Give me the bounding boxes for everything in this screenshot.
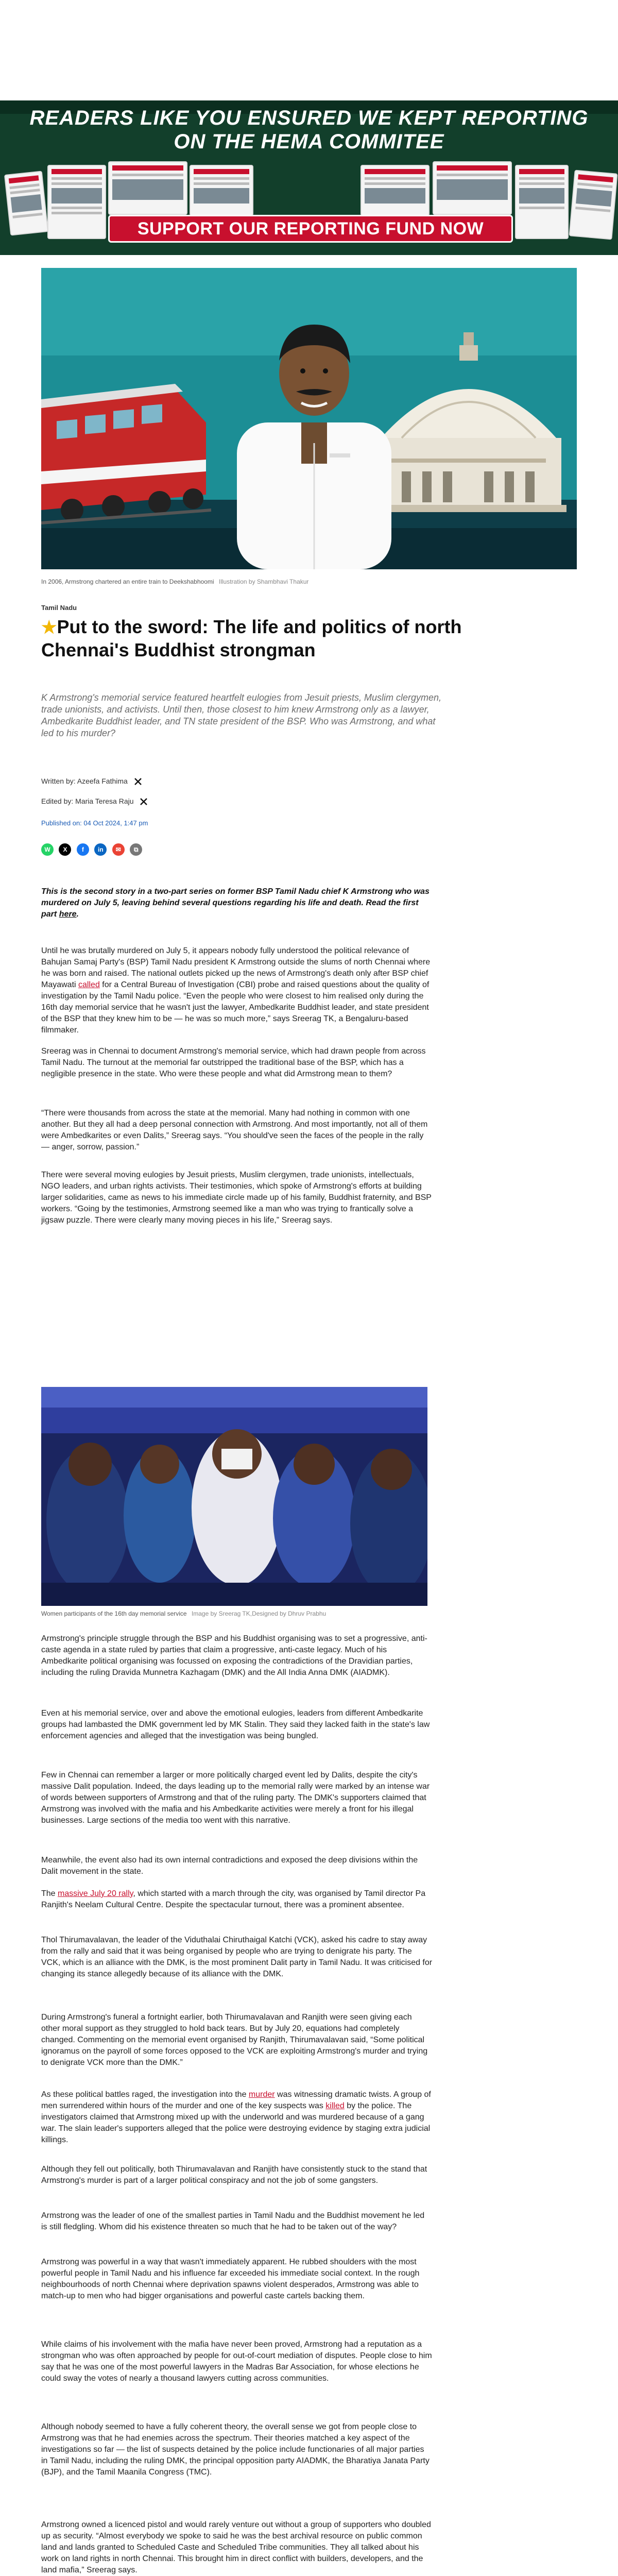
memorial-photo [41,1387,427,1606]
article-paragraph: Armstrong was powerful in a way that wasn't immediately apparent. He rubbed shoulders with the most powerful people in Tamil Nadu and his influence far exceeded his immediate social context. In the rough neighbourhoods of north Chennai where deprivation spawns violent desperados, Armstrong was able to match-up to men who had bigger organisations and powerful caste cartels backing them. [41,2258,420,2300]
banner-article-card [360,165,430,216]
series-intro-text: This is the second story in a two-part series on former BSP Tamil Nadu chief K Armstrong who was murdered on July 5, leaving behind several questions regarding his life and death. Read the first part [41,887,430,919]
article-paragraph: Armstrong was the leader of one of the smallest parties in Tamil Nadu and the Buddhist movement he led is still fledgling. Whom did his existence threaten so much that he had to be taken out of the way? [41,2211,425,2231]
support-fund-button[interactable]: SUPPORT OUR REPORTING FUND NOW [108,215,513,243]
murder-link[interactable]: murder [248,2090,275,2099]
article-title-text: Put to the sword: The life and politics of north Chennai's Buddhist strongman [41,616,462,660]
editor-byline [41,797,148,806]
article-paragraph: Although they fell out politically, both Thirumavalavan and Ranjith have consistently stuck to the stand that Armstrong's murder is part of a larger political conspiracy and not the job of some gangsters. [41,2165,427,2185]
train-illustration [41,384,211,523]
series-intro [41,886,433,920]
share-bar [41,843,145,856]
article-paragraph: While claims of his involvement with the mafia have never been proved, Armstrong had a reputation as a strongman who was often approached by people for out-of-court mediation of disputes. People close to him say that he was one of the most powerful lawyers in the Madras Bar Association, for whose elections he could sway the votes of nearly a thousand lawyers cutting across communities. [41,2340,432,2383]
article-paragraph: Few in Chennai can remember a larger or more politically charged event led by Dalits, despite the city's massive Dalit population. Indeed, the days leading up to the memorial rally were marked by an intense war of words between supporters of Armstrong and that of the ruling party. The DMK's supporters claimed that Armstrong was involved with the mafia and his Ambedkarite activities were merely a front for his illegal businesses. Large sections of the media too went with this narrative. [41,1771,430,1825]
banner-article-card [47,165,106,239]
banner-headline-line2: ON THE HEMA COMMITEE [174,130,444,153]
article-paragraph: Although nobody seemed to have a fully coherent theory, the overall sense we got from people close to Armstrong was that he had enemies across the spectrum. Their theories matched a key aspect of the investigations so far — the list of suspects detained by the police include functionaries of all major parties in Tamil Nadu, including the ruling DMK, the principal opposition party AIADMK, the Bharatiya Janata Party (BJP), and the Tamil Maanila Congress (TMC). [41,2422,430,2477]
article-title [41,616,484,661]
cbi-probe-link[interactable]: called [78,980,100,989]
article-paragraph [41,945,433,1036]
banner-article-card [433,161,512,215]
x-social-icon[interactable] [134,777,142,786]
section-kicker[interactable]: Tamil Nadu [41,604,77,612]
july-20-rally-link[interactable]: massive July 20 rally [58,1889,133,1898]
paragraph-text: As these political battles raged, the investigation into the [41,2090,249,2099]
article-paragraph: During Armstrong's funeral a fortnight earlier, both Thirumavalavan and Ranjith were seen giving each other moral support as they struggled to hold back tears. But by July 20, equations had completely changed. Commenting on the memorial event organised by Ranjith, Thirumavalavan said, “Some political ignoramus on the payroll of some forces opposed to the VCK are exploiting Armstrong's murder and trying to denigrate VCK more than the DMK.” [41,2013,428,2067]
published-date: Published on: 04 Oct 2024, 1:47 pm [41,819,148,827]
article-paragraph: Thol Thirumavalavan, the leader of the Viduthalai Chiruthaigal Katchi (VCK), asked his cadre to stay away from the rally and said that it was being organised by people who are trying to denigrate his party. The VCK, which is an alliance with the DMK, is the most prominent Dalit party in Tamil Nadu. It was criticised for changing its stance allegedly because of its alliance with the DMK. [41,1936,433,1978]
banner-article-card [515,165,569,239]
hero-illustration-svg [41,268,577,569]
support-fund-banner[interactable] [0,100,618,255]
article-paragraph: Even at his memorial service, over and above the emotional eulogies, leaders from different Ambedkarite groups had lambasted the DMK government led by MK Stalin. They said they lacked faith in the state's law enforcement agencies and alleged that the investigation was being bungled. [41,1709,430,1740]
article-paragraph [41,2089,433,2146]
memorial-photo-svg [41,1387,427,1606]
hero-caption-text: In 2006, Armstrong chartered an entire train to Deekshabhoomi [41,578,214,585]
photo2-caption-text: Women participants of the 16th day memorial service [41,1610,187,1617]
article-paragraph: “There were thousands from across the state at the memorial. Many had nothing in common with one another. But they all had a deep personal connection with Armstrong. And most importantly, not all of them were Ambedkarites or even Dalits,” Sreerag says. “You should've seen the faces of the people in the rally — anger, sorrow, passion.” [41,1109,428,1151]
hero-caption-credit: Illustration by Shambhavi Thakur [218,578,309,585]
linkedin-share-icon[interactable]: in [94,843,107,856]
hero-caption [41,578,308,585]
first-part-link[interactable]: here [59,910,77,919]
author-byline [41,777,142,786]
premium-star-icon: ★ [41,618,57,637]
author-name[interactable]: Written by: Azeefa Fathima [41,777,128,785]
facebook-share-icon[interactable]: f [77,843,89,856]
article-paragraph: Meanwhile, the event also had its own internal contradictions and exposed the deep divisions within the Dalit movement in the state. [41,1856,418,1876]
banner-article-card [108,161,187,215]
article-paragraph: Armstrong owned a licenced pistol and would rarely venture out without a group of supporters who doubled up as security. “Almost everybody we spoke to said he was the best archival resource on public common land and lands granted to Scheduled Caste and Scheduled Tribe communities. They all talked about his work on land rights in north Chennai. This brought him in direct conflict with builders, developers, and the land mafia,” Sreerag says. [41,2520,431,2574]
series-intro-end: . [76,910,79,919]
paragraph-text: was witnessing dramatic twists. A group of men surrendered within hours of the murder and one of the key suspects was [41,2090,431,2110]
banner-article-card [4,171,48,235]
hero-illustration [41,268,577,569]
x-share-icon[interactable]: X [59,843,71,856]
editor-name[interactable]: Edited by: Maria Teresa Raju [41,797,134,805]
email-share-icon[interactable]: ✉ [112,843,125,856]
photo2-caption [41,1610,326,1617]
x-social-icon[interactable] [140,798,148,806]
article-paragraph: Armstrong's principle struggle through the BSP and his Buddhist organising was to set a progressive, anti-caste agenda in a state ruled by parties that claim a progressive, anti-caste legacy. Much of his Ambedkarite political organising was focussed on exposing the contradictions of the Dravidian parties, including the ruling Dravida Munnetra Kazhagam (DMK) and the All India Anna DMK (AIADMK). [41,1634,427,1677]
article-paragraph [41,1888,433,1911]
photo2-caption-credit: Image by Sreerag TK,Designed by Dhruv Prabhu [191,1610,327,1617]
article-paragraph: There were several moving eulogies by Jesuit priests, Muslim clergymen, trade unionists, intellectuals, NGO leaders, and urban rights activists. Their testimonies, which spoke of Armstrong's efforts at building larger solidarities, came as news to his immediate circle made up of his family, Buddhist fraternity, and BSP workers. “Going by the testimonies, Armstrong seemed like a man who was trying to frantically solve a jigsaw puzzle. There were clearly many moving pieces in his life,” Sreerag says. [41,1171,432,1225]
whatsapp-share-icon[interactable]: W [41,843,54,856]
paragraph-text: for a Central Bureau of Investigation (CBI) probe and raised questions about the quality of investigation by the Tamil Nadu police. “Even the people who were closest to him realised only during the 16th day memorial service that he wasn't just the lawyer, Ambedkarite Buddhist leader, and state president of the BSP that they knew him to be — he was so much more,” says Sreerag TK, a Bengaluru-based filmmaker. [41,980,430,1035]
article-standfirst: K Armstrong's memorial service featured heartfelt eulogies from Jesuit priests, Muslim clergymen, trade unionists, and activists. Until then, those closest to him knew Armstrong only as a lawyer, Ambedkarite Buddhist leader, and TN state president of the BSP. Who was Armstrong, and what led to his murder? [41,692,442,738]
banner-article-card [569,170,618,240]
paragraph-text: by the police. The investigators claimed that Armstrong mixed up with the underworld and was murdered because of a gang war. The slain leader's supporters alleged that the police were destroying evidence by staging extra judicial killings. [41,2102,431,2144]
paragraph-text: The [41,1889,58,1898]
article-paragraph: Sreerag was in Chennai to document Armstrong's memorial service, which had drawn people from across Tamil Nadu. The turnout at the memorial far outstripped the traditional base of the BSP, which has a negligible presence in the state. Who were these people and what did Armstrong mean to them? [41,1047,426,1078]
copy-link-icon[interactable]: ⧉ [130,843,142,856]
paragraph-text: , which started with a march through the city, was organised by Tamil director Pa Ranjith's Neelam Cultural Centre. Despite the spectacular turnout, there was a prominent absentee. [41,1889,426,1909]
paragraph-text: Until he was brutally murdered on July 5, it appears nobody fully understood the political relevance of Bahujan Samaj Party's (BSP) Tamil Nadu president K Armstrong outside the slums of north Chennai where he was born and raised. The national outlets picked up the news of Armstrong's death only after BSP chief Mayawati [41,946,431,989]
banner-headline-line1: READERS LIKE YOU ENSURED WE KEPT REPORTING [29,107,589,129]
banner-article-card [190,165,253,216]
killed-link[interactable]: killed [325,2102,345,2110]
